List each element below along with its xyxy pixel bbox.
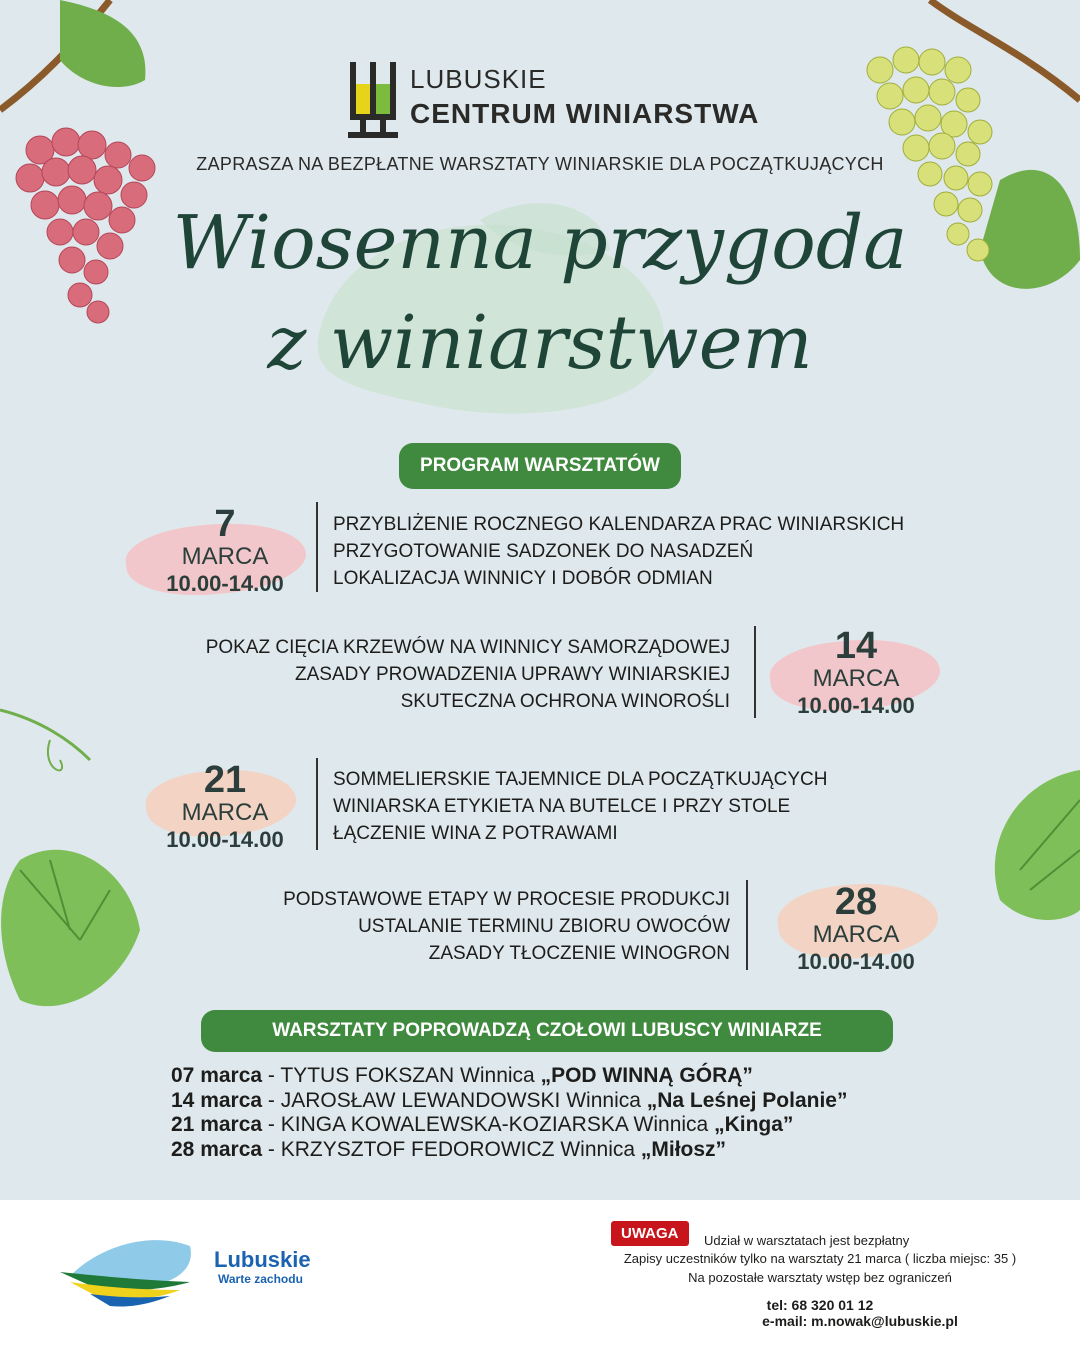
session-date-7	[150, 504, 300, 598]
leader-winery: „Na Leśnej Polanie”	[646, 1088, 848, 1112]
topic-item: USTALANIE TERMINU ZBIORU OWOCÓW	[358, 916, 730, 937]
session-day: 28	[834, 881, 878, 923]
lubuskie-logo-icon	[60, 1236, 200, 1308]
session-topics-28	[180, 886, 730, 967]
leader-date: 07 marca	[171, 1064, 263, 1087]
session-month: MARCA	[812, 665, 900, 692]
logo-text-line2: CENTRUM WINIARSTWA	[410, 98, 760, 129]
leaders-list	[171, 1064, 847, 1162]
topic-item: SKUTECZNA OCHRONA WINOROŚLI	[400, 691, 730, 712]
session-day: 14	[834, 625, 878, 667]
leader-date: 28 marca	[171, 1137, 263, 1161]
note-other-workshops: Na pozostałe warsztaty wstęp bez ograniczeń	[688, 1270, 952, 1285]
topic-item: POKAZ CIĘCIA KRZEWÓW NA WINNICY SAMORZĄDOWEJ	[205, 637, 730, 658]
session-time: 10.00-14.00	[166, 827, 284, 852]
warning-badge: UWAGA	[611, 1221, 689, 1246]
topic-item: PRZYBLIŻENIE ROCZNEGO KALENDARZA PRAC WINIARSKICH	[333, 514, 905, 535]
leader-winery: „Kinga”	[714, 1113, 794, 1136]
leader-row	[171, 1089, 847, 1114]
topic-item: LOKALIZACJA WINNICY I DOBÓR ODMIAN	[333, 568, 713, 589]
vine-leaves-left-illustration	[0, 700, 150, 1040]
session-month: MARCA	[181, 799, 269, 826]
divider-line	[754, 626, 756, 718]
leader-date: 21 marca	[171, 1113, 263, 1136]
leader-name: - TYTUS FOKSZAN Winnica	[262, 1064, 541, 1087]
session-day: 7	[214, 503, 236, 545]
main-title-line1: Wiosenna przygoda	[172, 200, 908, 286]
topic-item: SOMMELIERSKIE TAJEMNICE DLA POCZĄTKUJĄCYCH	[333, 769, 828, 790]
session-topics-7	[333, 511, 904, 592]
divider-line	[316, 758, 318, 850]
session-date-28	[780, 882, 932, 976]
session-topics-21	[333, 766, 827, 847]
lubuskie-slogan-text: Warte zachodu	[218, 1272, 303, 1286]
contact-email[interactable]: e-mail: m.nowak@lubuskie.pl	[762, 1313, 958, 1329]
session-time: 10.00-14.00	[797, 949, 915, 974]
lubuskie-brand-text: Lubuskie	[214, 1247, 311, 1272]
contact-phone: tel: 68 320 01 12	[766, 1297, 874, 1313]
topic-item: PRZYGOTOWANIE SADZONEK DO NASADZEŃ	[333, 541, 754, 562]
leader-winery: „Miłosz”	[640, 1137, 727, 1161]
session-month: MARCA	[812, 921, 900, 948]
topic-item: ZASADY TŁOCZENIE WINOGRON	[428, 943, 730, 964]
wine-glass-logo-icon	[348, 62, 398, 138]
leaders-heading-pill: WARSZTATY POPROWADZĄ CZOŁOWI LUBUSCY WINIARZE	[201, 1010, 893, 1052]
topic-item: ŁĄCZENIE WINA Z POTRAWAMI	[333, 823, 618, 844]
leader-name: - KINGA KOWALEWSKA-KOZIARSKA Winnica	[262, 1113, 715, 1136]
session-date-21	[150, 760, 300, 854]
leader-row	[171, 1113, 847, 1138]
invitation-text: ZAPRASZA NA BEZPŁATNE WARSZTATY WINIARSKIE DLA POCZĄTKUJĄCYCH	[196, 154, 884, 174]
session-time: 10.00-14.00	[166, 571, 284, 596]
leader-name: - JAROSŁAW LEWANDOWSKI Winnica	[262, 1088, 647, 1112]
note-registration: Zapisy uczestników tylko na warsztaty 21 marca ( liczba miejsc: 35 )	[623, 1251, 1017, 1266]
vine-leaf-right-illustration	[980, 760, 1080, 940]
leader-name: - KRZYSZTOF FEDOROWICZ Winnica	[262, 1137, 641, 1161]
topic-item: WINIARSKA ETYKIETA NA BUTELCE I PRZY STOLE	[333, 796, 791, 817]
leader-row	[171, 1138, 847, 1163]
session-topics-14	[180, 634, 730, 715]
divider-line	[316, 502, 318, 592]
leader-winery: „POD WINNĄ GÓRĄ”	[540, 1064, 753, 1087]
topic-item: PODSTAWOWE ETAPY W PROCESIE PRODUKCJI	[283, 889, 730, 910]
logo-text-line1: LUBUSKIE	[410, 64, 547, 94]
session-date-14	[780, 626, 932, 720]
program-heading-pill: PROGRAM WARSZTATÓW	[399, 443, 681, 489]
leader-date: 14 marca	[171, 1088, 263, 1112]
leader-row	[171, 1064, 847, 1089]
topic-item: ZASADY PROWADZENIA UPRAWY WINIARSKIEJ	[295, 664, 730, 685]
main-title-line2: z winiarstwem	[267, 300, 813, 386]
divider-line	[746, 880, 748, 970]
session-day: 21	[203, 759, 247, 801]
session-month: MARCA	[181, 543, 269, 570]
session-time: 10.00-14.00	[797, 693, 915, 718]
note-free: Udział w warsztatach jest bezpłatny	[704, 1233, 910, 1248]
